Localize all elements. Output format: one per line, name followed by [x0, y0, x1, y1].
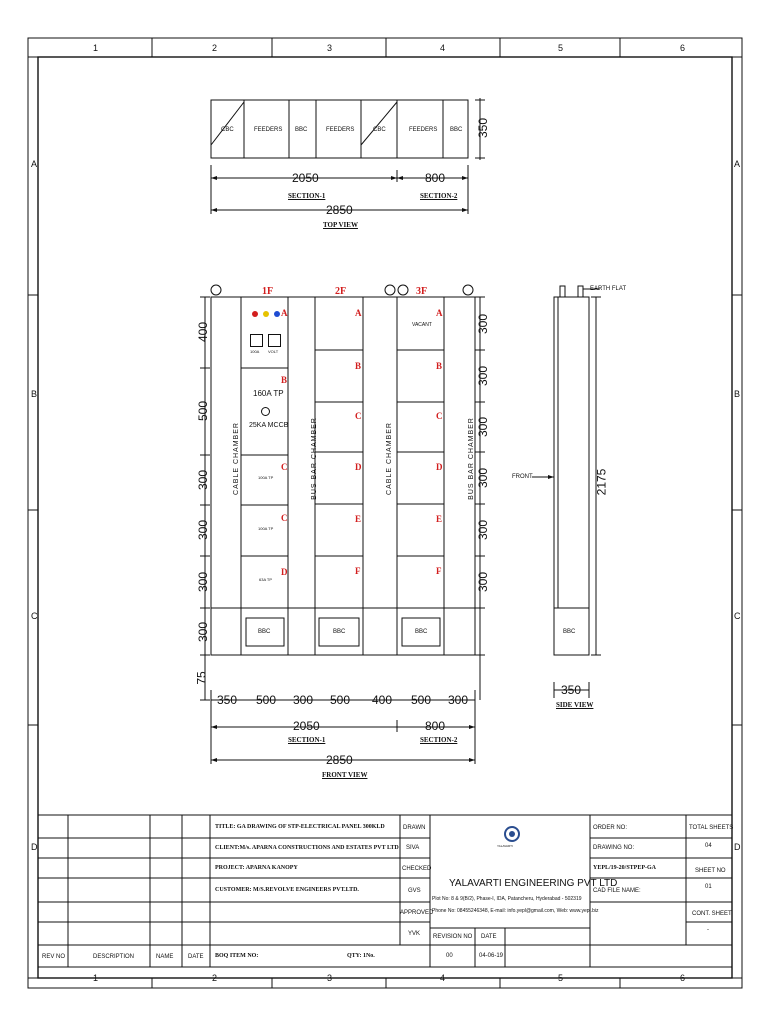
front-dim-section1: 2050 — [293, 719, 320, 733]
vdim-75: 75 — [194, 671, 209, 685]
tb-approved-label: APPROVED — [400, 910, 434, 916]
panel-label-2f: 2F — [335, 286, 347, 297]
tb-name-header: NAME — [156, 954, 174, 960]
vdim-300-2: 300 — [196, 519, 211, 541]
earth-flat-label: EARTH FLAT — [590, 286, 627, 292]
cable-chamber-2: CABLE CHAMBER — [385, 422, 393, 495]
hdim-500-2: 500 — [330, 693, 351, 707]
zone-row-a: A — [31, 159, 38, 169]
tb-cad-file: CAD FILE NAME: — [593, 888, 641, 894]
panel-label-3f: 3F — [416, 286, 428, 297]
col1-letter-c1: C — [281, 462, 288, 472]
top-cell-cbc-1: CBC — [221, 127, 234, 133]
zone-row-b: B — [31, 389, 38, 399]
tb-drawn-by: SIVA — [406, 845, 420, 851]
side-view-caption: SIDE VIEW — [556, 701, 594, 709]
meter-label-1: 100A — [250, 349, 260, 354]
col1-letter-b: B — [281, 375, 288, 385]
front-view-caption: FRONT VIEW — [322, 771, 368, 779]
col3-letter-c: C — [436, 411, 443, 421]
side-bbc-label: BBC — [563, 629, 576, 635]
tb-project: PROJECT: APARNA KANOPY — [215, 865, 298, 871]
rvdim-2: 300 — [476, 365, 491, 387]
front-dim-section2: 800 — [425, 719, 446, 733]
tb-revision-no-label: REVISION NO — [433, 934, 473, 940]
bbc-label-1: BBC — [258, 629, 271, 635]
tb-sheet-no: 01 — [705, 884, 712, 890]
top-cell-feeders-2: FEEDERS — [326, 127, 355, 133]
top-dim-section2: 800 — [425, 171, 446, 185]
top-section1-label: SECTION-1 — [288, 192, 326, 200]
tb-revision-date: 04-06-19 — [479, 953, 504, 959]
col2-letter-f: F — [355, 566, 361, 576]
tb-drawn-label: DRAWN — [403, 825, 426, 831]
col3-vacant: VACANT — [412, 322, 432, 328]
tb-revision-no: 00 — [446, 953, 453, 959]
cable-chamber-1: CABLE CHAMBER — [232, 422, 240, 495]
side-height-dim: 2175 — [594, 468, 609, 496]
bbc-label-2: BBC — [333, 629, 346, 635]
col3-letter-e: E — [436, 514, 443, 524]
zone-col-3: 3 — [327, 43, 333, 53]
col3-letter-d: D — [436, 462, 443, 472]
col2-letter-e: E — [355, 514, 362, 524]
tb-sheet-no-label: SHEET NO — [695, 868, 726, 874]
vdim-400: 400 — [196, 321, 211, 343]
side-depth-dim: 350 — [561, 683, 582, 697]
zone-col-6-bottom: 6 — [680, 973, 686, 983]
hdim-500-1: 500 — [256, 693, 277, 707]
top-section2-label: SECTION-2 — [420, 192, 458, 200]
indicator-lamp-blue-icon — [274, 311, 280, 317]
hdim-500-3: 500 — [411, 693, 432, 707]
col2-letter-b: B — [355, 361, 362, 371]
zone-col-5-bottom: 5 — [558, 973, 564, 983]
tb-order-no: ORDER NO: — [593, 825, 628, 831]
ammeter-icon — [250, 334, 263, 347]
tb-title: TITLE: GA DRAWING OF STP-ELECTRICAL PANEL 300KLD — [215, 824, 385, 830]
vdim-300-1: 300 — [196, 469, 211, 491]
busbar-chamber-1: BUS BAR CHAMBER — [310, 417, 318, 500]
top-cell-cbc-2: CBC — [373, 127, 386, 133]
tb-rev-no-header: REV NO — [42, 954, 66, 960]
front-dim-total: 2850 — [326, 753, 353, 767]
tb-drawing-no: YEPL/19-20/STPEP-GA — [593, 865, 657, 871]
col3-letter-f: F — [436, 566, 442, 576]
vdim-300-4: 300 — [196, 621, 211, 643]
panel-label-1f: 1F — [262, 286, 274, 297]
front-section1-label: SECTION-1 — [288, 736, 326, 744]
top-cell-feeders-1: FEEDERS — [254, 127, 283, 133]
tb-total-sheets: 04 — [705, 843, 712, 849]
tb-boq: BOQ ITEM NO: — [215, 953, 259, 959]
zone-row-a-right: A — [734, 159, 741, 169]
top-dim-section1: 2050 — [292, 171, 319, 185]
tb-description-header: DESCRIPTION — [93, 954, 135, 960]
top-cell-bbc-1: BBC — [295, 127, 308, 133]
col1-sub-3: 63A TP — [259, 577, 273, 582]
front-label: FRONT — [512, 474, 533, 480]
zone-col-3-bottom: 3 — [327, 973, 333, 983]
tb-total-sheets-label: TOTAL SHEETS — [689, 825, 734, 831]
busbar-chamber-2: BUS BAR CHAMBER — [467, 417, 475, 500]
top-view-caption: TOP VIEW — [323, 221, 358, 229]
rvdim-6: 300 — [476, 571, 491, 593]
col2-letter-d: D — [355, 462, 362, 472]
zone-col-2: 2 — [212, 43, 218, 53]
top-dim-total: 2850 — [326, 203, 353, 217]
zone-row-d-right: D — [734, 842, 741, 852]
indicator-lamp-red-icon — [252, 311, 258, 317]
tb-date-label: DATE — [481, 934, 497, 940]
zone-col-4: 4 — [440, 43, 446, 53]
indicator-lamp-yellow-icon — [263, 311, 269, 317]
zone-col-4-bottom: 4 — [440, 973, 446, 983]
rvdim-1: 300 — [476, 313, 491, 335]
tb-checked-by: GVS — [408, 888, 421, 894]
col1-letter-c2: C — [281, 513, 288, 523]
zone-row-c: C — [31, 611, 38, 621]
vdim-500: 500 — [196, 400, 211, 422]
top-dim-depth: 350 — [476, 117, 491, 139]
zone-col-6: 6 — [680, 43, 686, 53]
hdim-350: 350 — [217, 693, 238, 707]
tb-address: Plot No: 8 & 9(B/2), Phase-I, IDA, Patancheru, Hyderabad - 502319 — [432, 896, 582, 902]
hdim-400: 400 — [372, 693, 393, 707]
bbc-label-3: BBC — [415, 629, 428, 635]
mccb-knob-icon — [261, 407, 270, 416]
tb-checked-label: CHECKED — [402, 866, 432, 872]
tb-contact: Phone No: 08455246348, E-mail: info.yepl@gmail.com, Web: www.yepl.biz — [432, 908, 599, 914]
tb-cont-sheet-label: CONT. SHEET — [692, 911, 732, 917]
main-mccb-rating: 25KA MCCB — [249, 422, 289, 429]
zone-row-b-right: B — [734, 389, 741, 399]
zone-row-d: D — [31, 842, 38, 852]
zone-col-1: 1 — [93, 43, 99, 53]
tb-drawing-no-label: DRAWING NO: — [593, 845, 635, 851]
meter-label-2: VOLT — [268, 349, 279, 354]
col3-letter-b: B — [436, 361, 443, 371]
tb-customer: CUSTOMER: M/S.REVOLVE ENGINEERS PVT.LTD. — [215, 887, 359, 893]
col1-letter-a: A — [281, 308, 288, 318]
top-cell-feeders-3: FEEDERS — [409, 127, 438, 133]
voltmeter-icon — [268, 334, 281, 347]
tb-cont-sheet-value: - — [707, 927, 709, 933]
col1-letter-d: D — [281, 567, 288, 577]
rvdim-3: 300 — [476, 416, 491, 438]
hdim-300-2: 300 — [448, 693, 469, 707]
top-cell-bbc-2: BBC — [450, 127, 463, 133]
col3-letter-a: A — [436, 308, 443, 318]
tb-client: CLIENT:M/s. APARNA CONSTRUCTIONS AND ESTATES PVT LTD — [215, 845, 399, 851]
zone-col-2-bottom: 2 — [212, 973, 218, 983]
zone-col-1-bottom: 1 — [93, 973, 99, 983]
zone-col-5: 5 — [558, 43, 564, 53]
rvdim-4: 300 — [476, 467, 491, 489]
hdim-300-1: 300 — [293, 693, 314, 707]
col2-letter-a: A — [355, 308, 362, 318]
front-section2-label: SECTION-2 — [420, 736, 458, 744]
main-mccb-label: 160A TP — [253, 389, 284, 398]
tb-qty: QTY: 1No. — [347, 953, 375, 959]
tb-logo-text: YALAVARTI — [497, 844, 513, 848]
tb-company: YALAVARTI ENGINEERING PVT LTD — [449, 878, 618, 889]
rvdim-5: 300 — [476, 519, 491, 541]
col1-sub-1: 100A TP — [258, 475, 274, 480]
col2-letter-c: C — [355, 411, 362, 421]
zone-row-c-right: C — [734, 611, 741, 621]
tb-approved-by: YVK — [408, 931, 421, 937]
col1-sub-2: 100A TP — [258, 526, 274, 531]
vdim-300-3: 300 — [196, 571, 211, 593]
tb-date-header: DATE — [188, 954, 204, 960]
